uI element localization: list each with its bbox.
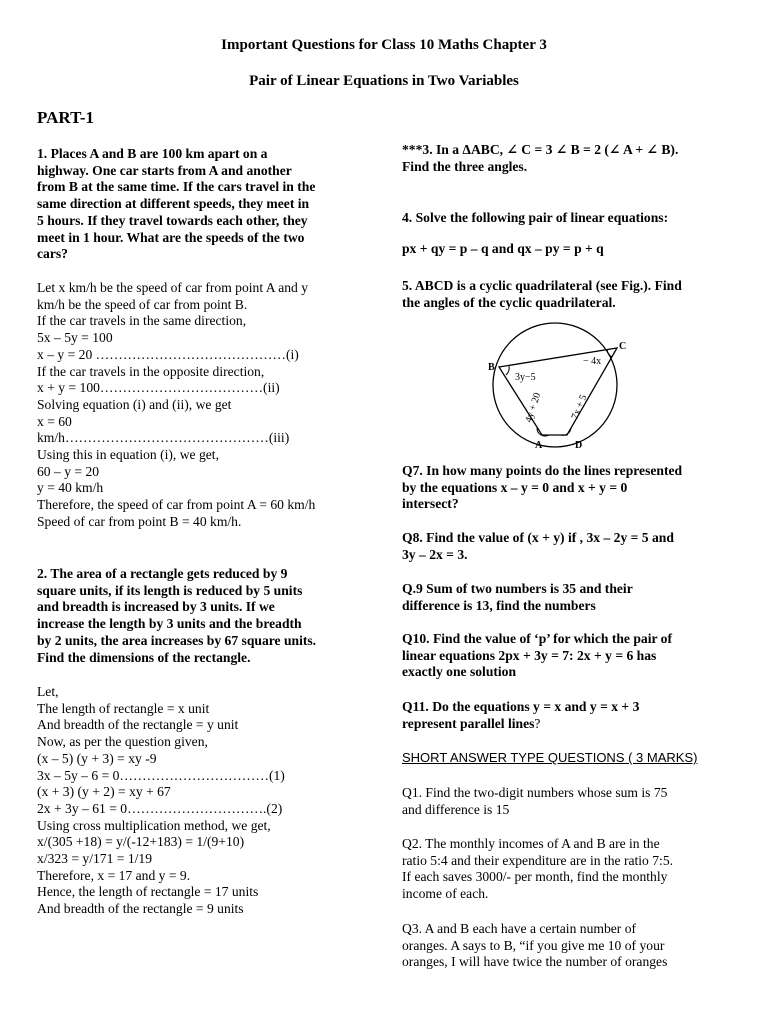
angle-arc-b <box>506 366 509 375</box>
answer-2: Let, The length of rectangle = x unit And breadth of the rectangle = y unit Now, as per the question given, (x – 5) (y + 3) = xy -9 3x – 5y – 6 = 0……………………………(1) (x + 3) (y + 2) = xy + 67 2x + 3y – 61 = 0………………………….(2) Using cross multiplication method, we get, x/(305 +18) = y/(-12+183) = 1/(9+10) x/323 = y/171 = 1/19 Therefore, x = 17 and y = 9. Hence, the length of rectangle = 17 units And breadth of the rectangle = 9 units <box>37 684 285 917</box>
question-4: 4. Solve the following pair of linear equations: px + qy = p – q and qx – py = p + q <box>402 210 669 256</box>
vertex-label-b: B <box>488 362 495 373</box>
part-heading: PART-1 <box>37 108 95 127</box>
section-heading-short-answer: SHORT ANSWER TYPE QUESTIONS ( 3 MARKS) <box>402 750 698 765</box>
angle-label-d: 7x + 5 <box>569 393 590 422</box>
angle-label-c: − 4x <box>583 356 602 367</box>
short-question-2: Q2. The monthly incomes of A and B are in the ratio 5:4 and their expenditure are in the ratio 7:5. If each saves 3000/- per month, find the monthly income of each. <box>402 836 674 902</box>
vertex-label-d: D <box>575 440 583 451</box>
question-1: 1. Places A and B are 100 km apart on a highway. One car starts from A and another from B at the same time. If the cars travel in the same direction at different speeds, they meet in 5 hours. If they travel towards each other, they meet in 1 hour. What are the speeds of the two cars? <box>37 146 316 262</box>
question-8: Q8. Find the value of (x + y) if , 3x – 2y = 5 and 3y – 2x = 3. <box>402 530 674 562</box>
short-question-3: Q3. A and B each have a certain number of oranges. A says to B, “if you give me 10 of your oranges, I will have twice the number of oranges <box>402 921 668 970</box>
circumcircle <box>493 323 617 447</box>
angle-label-b: 3y−5 <box>515 372 536 383</box>
question-5: 5. ABCD is a cyclic quadrilateral (see Fig.). Find the angles of the cyclic quadrilateral. <box>402 278 682 310</box>
question-9: Q.9 Sum of two numbers is 35 and their difference is 13, find the numbers <box>402 581 633 613</box>
question-10: Q10. Find the value of ‘p’ for which the pair of linear equations 2px + 3y = 7: 2x + y = 6 has exactly one solution <box>402 631 672 680</box>
angle-arc-d <box>561 428 571 435</box>
question-3: ***3. In a ΔABC, ∠ C = 3 ∠ B = 2 (∠ A + ∠ B). Find the three angles. <box>402 142 679 174</box>
question-7: Q7. In how many points do the lines represented by the equations x – y = 0 and x + y = 0 intersect? <box>402 463 683 512</box>
answer-1: Let x km/h be the speed of car from point A and y km/h be the speed of car from point B. If the car travels in the same direction, 5x – 5y = 100 x – y = 20 ……………………………………(i) If the car travels in the opposite direction, x + y = 100………………………………(ii) Solving equation (i) and (ii), we get x = 60 km/h………………………………………(iii) Using this in equation (i), we get, 60 – y = 20 y = 40 km/h Therefore, the speed of car from point A = 60 km/h Speed of car from point B = 40 km/h. <box>37 280 316 529</box>
vertex-label-a: A <box>535 440 543 451</box>
document-title: Important Questions for Class 10 Maths Chapter 3 <box>221 37 547 53</box>
cyclic-quadrilateral-figure <box>485 320 625 455</box>
question-2: 2. The area of a rectangle gets reduced by 9 square units, if its length is reduced by 5 units and breadth is increased by 3 units. If we increase the length by 3 units and the breadth by 2 units, the area increases by 67 square units. Find the dimensions of the rectangle. <box>37 566 317 665</box>
question-11: Q11. Do the equations y = x and y = x + 3 represent parallel lines? <box>402 699 640 731</box>
short-question-1: Q1. Find the two-digit numbers whose sum is 75 and difference is 15 <box>402 785 668 817</box>
angle-label-a: 4y + 20 <box>523 391 544 424</box>
document-subtitle: Pair of Linear Equations in Two Variables <box>249 73 519 89</box>
vertex-label-c: C <box>619 341 627 352</box>
